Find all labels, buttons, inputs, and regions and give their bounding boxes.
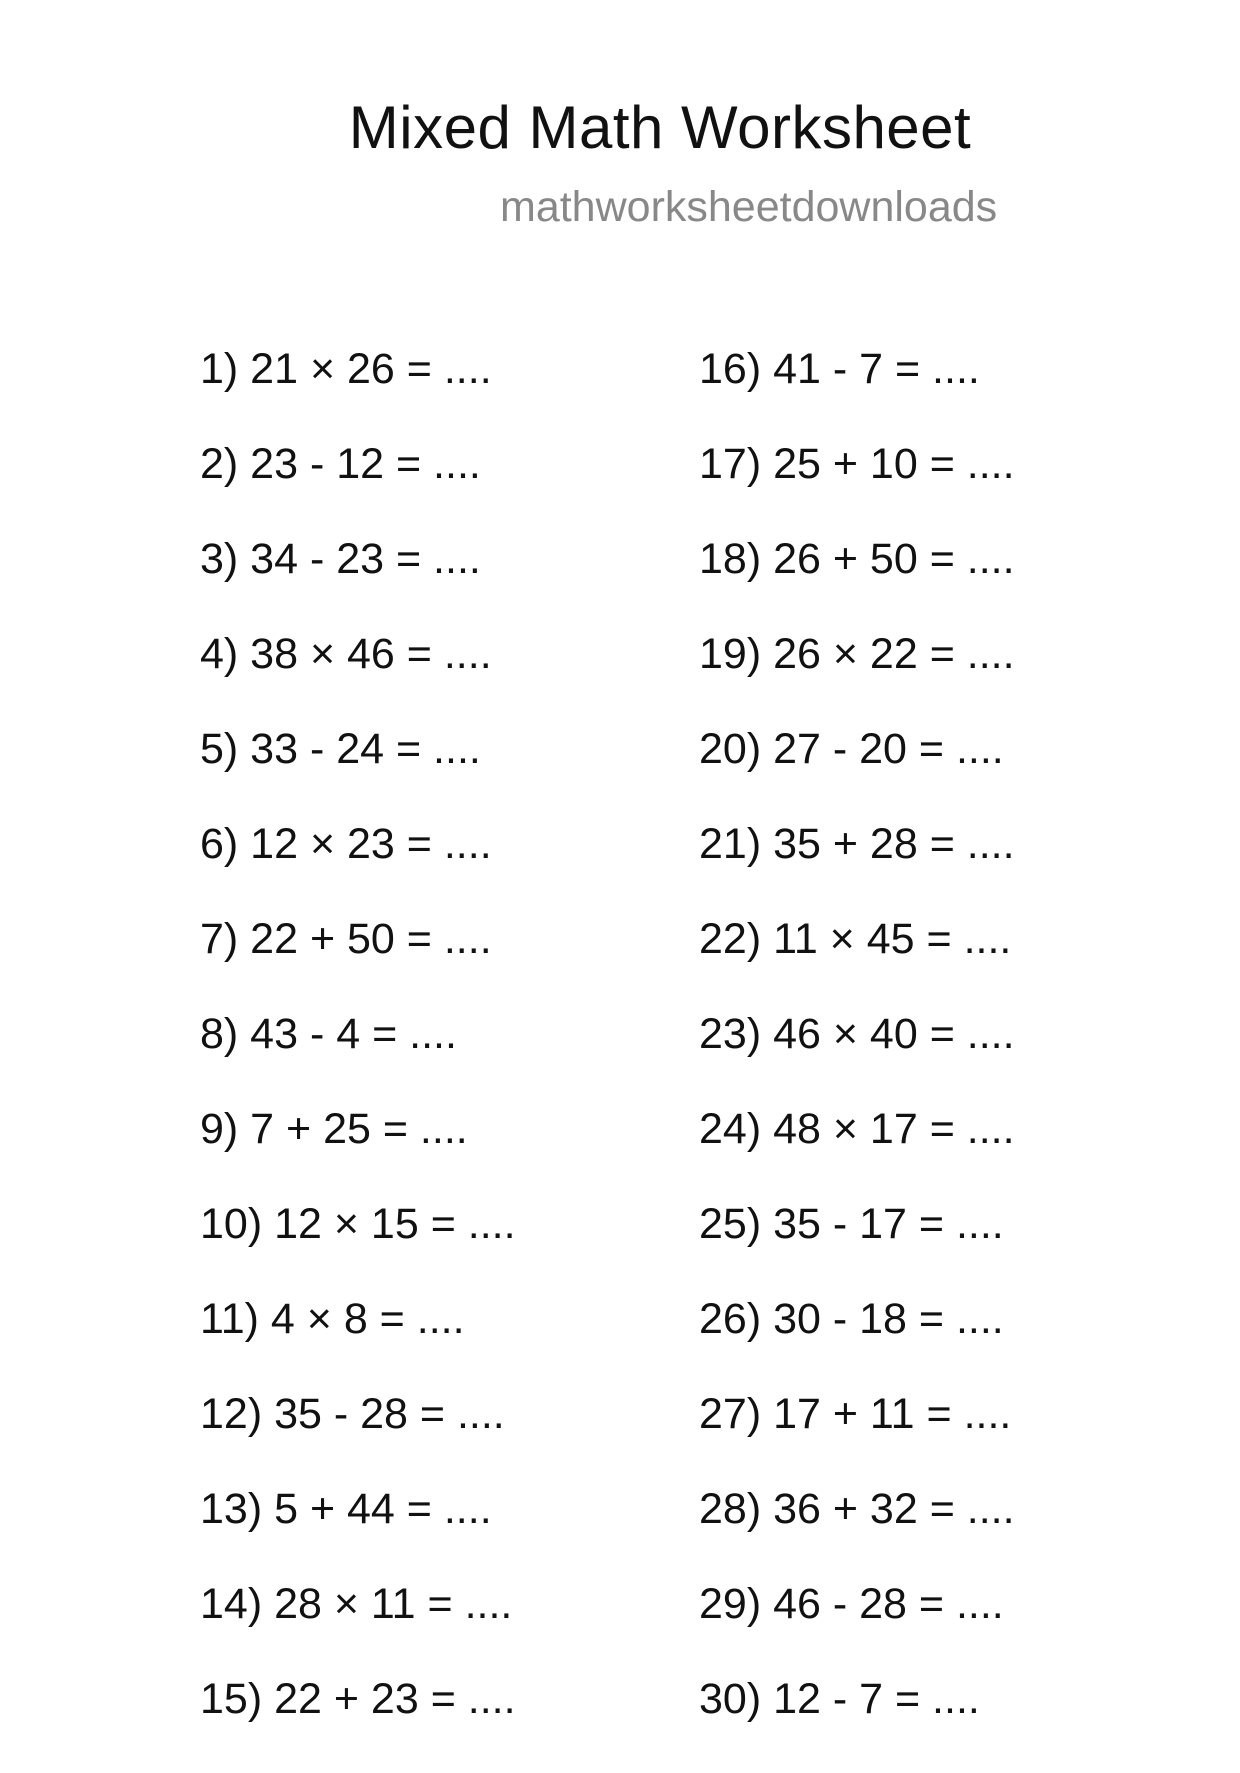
problem-item: 2) 23 - 12 = .... [200, 440, 481, 488]
problem-item: 25) 35 - 17 = .... [699, 1200, 1004, 1248]
problem-item: 26) 30 - 18 = .... [699, 1295, 1004, 1343]
problem-item: 4) 38 × 46 = .... [200, 630, 492, 678]
problem-column-left [200, 345, 516, 1773]
problem-item: 6) 12 × 23 = .... [200, 820, 492, 868]
page-title: Mixed Math Worksheet [348, 94, 972, 161]
problem-item: 16) 41 - 7 = .... [699, 345, 980, 393]
problem-item: 12) 35 - 28 = .... [200, 1390, 505, 1438]
problem-item: 22) 11 × 45 = .... [699, 915, 1012, 963]
problem-item: 11) 4 × 8 = .... [200, 1295, 465, 1343]
problem-item: 10) 12 × 15 = .... [200, 1200, 516, 1248]
problem-item: 13) 5 + 44 = .... [200, 1485, 492, 1533]
problem-item: 27) 17 + 11 = .... [699, 1390, 1012, 1438]
problem-item: 18) 26 + 50 = .... [699, 535, 1015, 583]
problem-item: 28) 36 + 32 = .... [699, 1485, 1015, 1533]
page-subtitle: mathworksheetdownloads [500, 183, 998, 231]
problem-item: 8) 43 - 4 = .... [200, 1010, 457, 1058]
problem-item: 24) 48 × 17 = .... [699, 1105, 1015, 1153]
problem-item: 5) 33 - 24 = .... [200, 725, 481, 773]
problem-item: 7) 22 + 50 = .... [200, 915, 492, 963]
problem-item: 20) 27 - 20 = .... [699, 725, 1004, 773]
problem-item: 17) 25 + 10 = .... [699, 440, 1015, 488]
problem-item: 3) 34 - 23 = .... [200, 535, 481, 583]
problem-item: 30) 12 - 7 = .... [699, 1675, 980, 1723]
problem-item: 29) 46 - 28 = .... [699, 1580, 1004, 1628]
problem-item: 1) 21 × 26 = .... [200, 345, 492, 393]
problem-item: 15) 22 + 23 = .... [200, 1675, 516, 1723]
problem-item: 21) 35 + 28 = .... [699, 820, 1015, 868]
problem-item: 14) 28 × 11 = .... [200, 1580, 513, 1628]
problem-column-right [699, 345, 1015, 1773]
problem-item: 23) 46 × 40 = .... [699, 1010, 1015, 1058]
problem-item: 19) 26 × 22 = .... [699, 630, 1015, 678]
problem-item: 9) 7 + 25 = .... [200, 1105, 468, 1153]
